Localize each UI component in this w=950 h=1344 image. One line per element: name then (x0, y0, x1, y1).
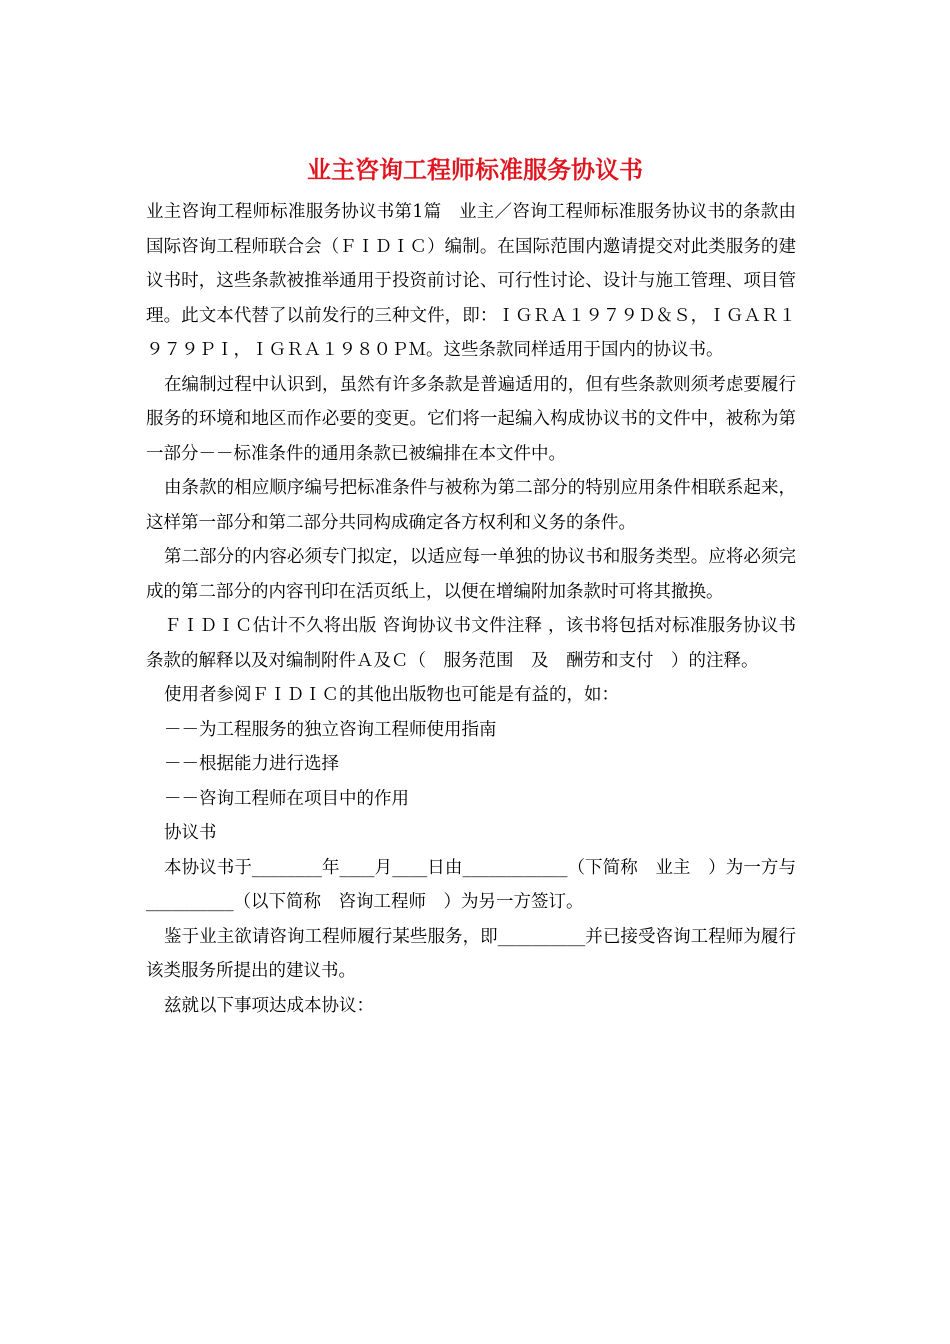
paragraph-agreed: 兹就以下事项达成本协议： (164, 995, 374, 1016)
paragraph-publications: 使用者参阅ＦＩＤＩＣ的其他出版物也可能是有益的，如： (164, 685, 619, 705)
document-body (146, 195, 796, 1023)
paragraph-fidic-notes: ＦＩＤＩＣ估计不久将出版 咨询协议书文件注释 ，该书将包括对标准服务协议书条款的解释以及对编制附件Ａ及Ｃ（ 服务范围 及 酬劳和支付 ）的注释。 (146, 616, 796, 671)
paragraph-intro: 业主咨询工程师标准服务协议书第1篇 业主／咨询工程师标准服务协议书的条款由国际咨询工程师联合会（ＦＩＤＩＣ）编制。在国际范围内邀请提交对此类服务的建议书时，这些条款被推举通用于投资前讨论、可行性讨论、设计与施工管理、项目管理。此文本代替了以前发行的三种文件，即：ＩＧＲＡ１９７９Ｄ＆Ｓ，ＩＧＡＲ１９７９ＰＩ，ＩＧＲＡ１９８０ＰＭ。这些条款同样适用于国内的协议书。 (146, 202, 796, 360)
paragraph-compilation: 在编制过程中认识到，虽然有许多条款是普遍适用的，但有些条款则须考虑要履行服务的环境和地区而作必要的变更。它们将一起编入构成协议书的文件中，被称为第一部分－－标准条件的通用条款已被编排在本文件中。 (146, 374, 796, 464)
paragraph-part-two: 第二部分的内容必须专门拟定，以适应每一单独的协议书和服务类型。应将必须完成的第二部分的内容刊印在活页纸上，以便在增编附加条款时可将其撤换。 (146, 547, 796, 602)
paragraph-agreement-date: 本协议书于________年____月____日由____________（下简称 业主 ）为一方与__________（以下简称 咨询工程师 ）为另一方签订。 (146, 857, 796, 912)
paragraph-numbering: 由条款的相应顺序编号把标准条件与被称为第二部分的特别应用条件相联系起来，这样第一部分和第二部分共同构成确定各方权利和义务的条件。 (146, 478, 796, 533)
section-heading-agreement: 协议书 (164, 823, 217, 843)
list-item-guide: －－为工程服务的独立咨询工程师使用指南 (164, 719, 497, 740)
document-title: 业主咨询工程师标准服务协议书 (307, 155, 643, 184)
list-item-selection: －－根据能力进行选择 (164, 754, 339, 774)
paragraph-whereas: 鉴于业主欲请咨询工程师履行某些服务，即__________并已接受咨询工程师为履行该类服务所提出的建议书。 (146, 926, 796, 981)
list-item-role: －－咨询工程师在项目中的作用 (164, 788, 409, 809)
